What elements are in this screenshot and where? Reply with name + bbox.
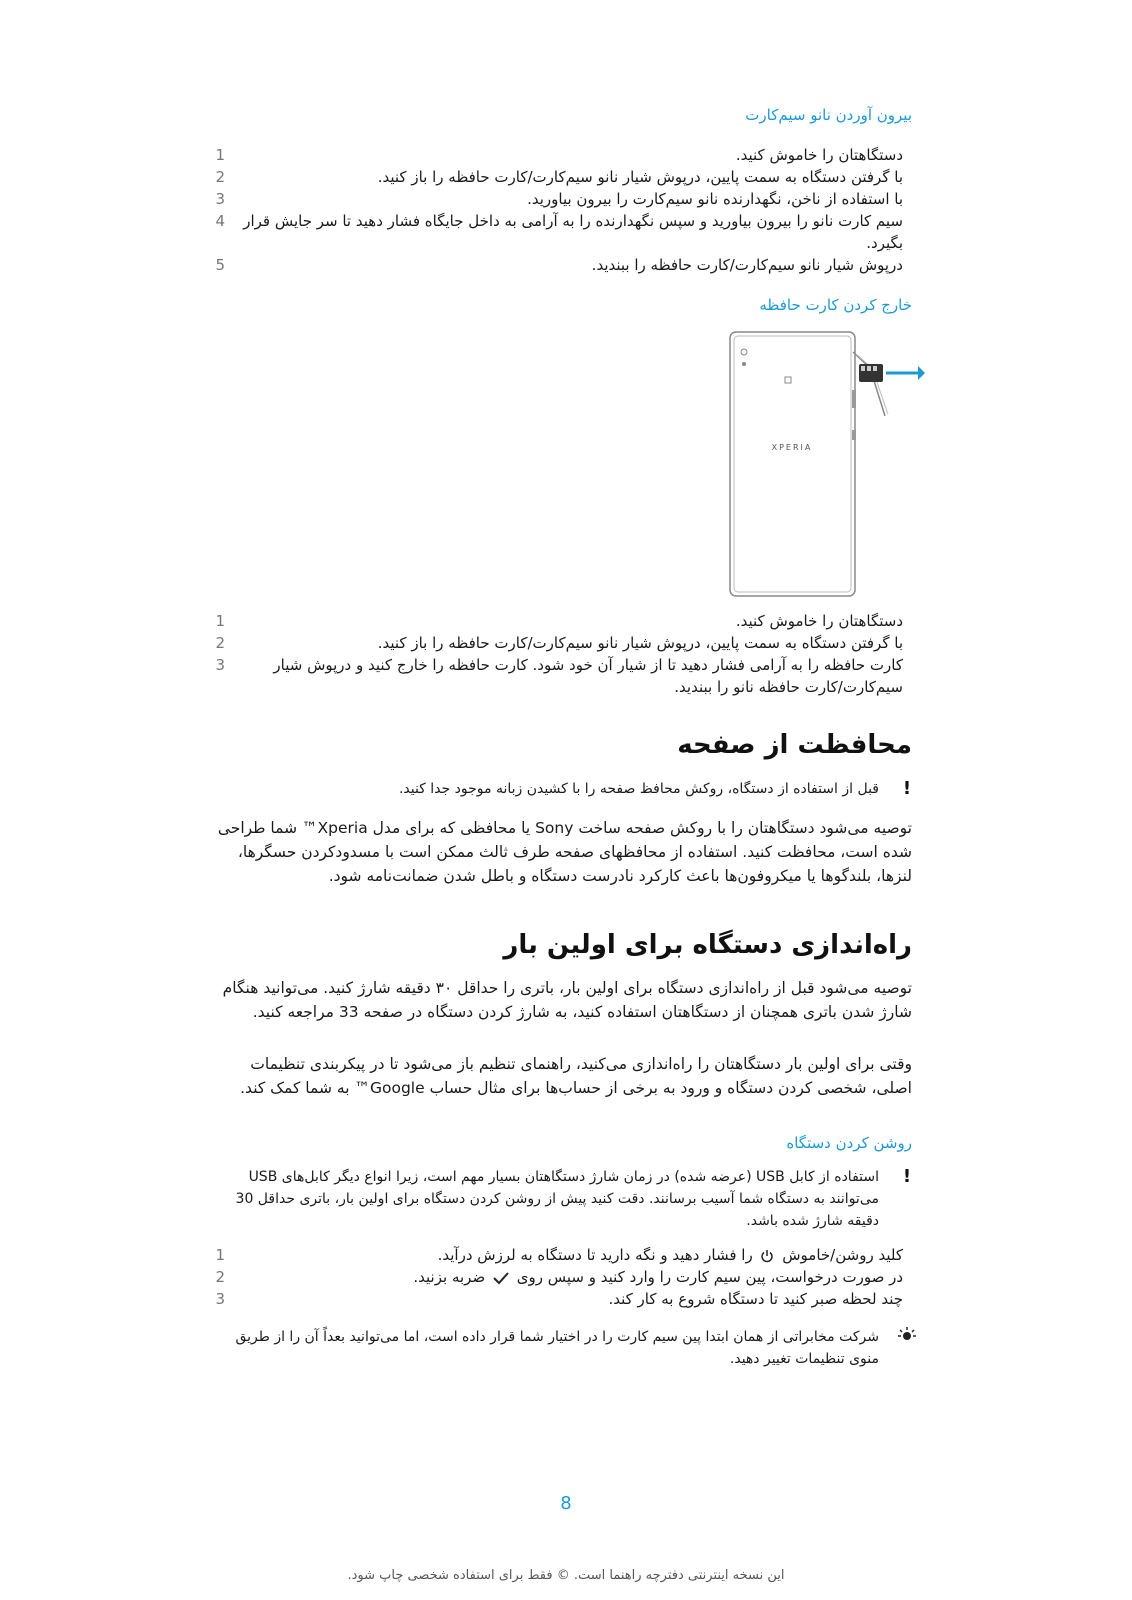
- warning-icon: !: [902, 778, 912, 799]
- step-number: 2: [215, 168, 225, 186]
- steps-remove-memory-card: [195, 610, 917, 698]
- step-text: با گرفتن دستگاه به سمت پایین، درپوش شیار نانو سیم‌کارت/کارت حافظه را باز کنید.: [377, 634, 903, 652]
- page-number: 8: [560, 1493, 572, 1514]
- step-text: کلید روشن/خاموش را فشار دهید و نگه دارید تا دستگاه به لرزش درآید.: [437, 1246, 903, 1264]
- step-text: درپوش شیار نانو سیم‌کارت/کارت حافظه را ببندید.: [591, 256, 903, 274]
- steps-turn-on: [195, 1244, 917, 1310]
- first-startup-paragraph-1: توصیه می‌شود قبل از راه‌اندازی دستگاه برای اولین بار، باتری را حداقل ۳۰ دقیقه شارژ کنید. می‌توانید هنگام شارژ شدن باتری همچنان از دستگاهتان استفاده کنید، به شارژ کردن دستگاه در صفحه 33 مراجعه کنید.: [222, 979, 912, 1021]
- step-item: [195, 144, 917, 166]
- step-text: چند لحظه صبر کنید تا دستگاه شروع به کار کند.: [608, 1290, 903, 1308]
- step-text: در صورت درخواست، پین سیم کارت را وارد کنید و سپس روی ضربه بزنید.: [413, 1268, 903, 1286]
- step-text: سیم کارت نانو را بیرون بیاورید و سپس نگهدارنده را به آرامی به داخل جایگاه فشار دهید تا سر جایش قرار بگیرد.: [243, 212, 903, 252]
- step-item: [195, 188, 917, 210]
- step-text: دستگاهتان را خاموش کنید.: [735, 612, 903, 630]
- brand-logo: XPERIA: [771, 443, 813, 452]
- step-number: 1: [215, 1246, 225, 1264]
- subheading-turn-on-device: روشن کردن دستگاه: [786, 1134, 912, 1152]
- footer-note: این نسخه اینترنتی دفترچه راهنما است. © فقط برای استفاده شخصی چاپ شود.: [347, 1568, 785, 1583]
- tip-note: [215, 1326, 917, 1370]
- step-number: 5: [215, 256, 225, 274]
- open-cover-flap: [853, 352, 885, 416]
- subheading-remove-nano-sim: بیرون آوردن نانو سیم‌کارت: [745, 106, 912, 124]
- step-number: 1: [215, 612, 225, 630]
- step-text: با گرفتن دستگاه به سمت پایین، درپوش شیار نانو سیم‌کارت/کارت حافظه را باز کنید.: [377, 168, 903, 186]
- warning-icon: !: [902, 1166, 912, 1187]
- phone-body: [730, 332, 855, 596]
- tip-text: شرکت مخابراتی از همان ابتدا پین سیم کارت را در اختیار شما قرار داده است، اما می‌توانید بعداً آن را از طریق منوی تنظیمات تغییر دهید.: [235, 1329, 879, 1367]
- step-number: 4: [215, 212, 225, 230]
- step-item: [195, 1288, 917, 1310]
- step-item: [195, 210, 917, 254]
- step-item: [195, 166, 917, 188]
- step-item: [195, 254, 917, 276]
- step-text: کارت حافظه را به آرامی فشار دهید تا از شیار آن خود شود. کارت حافظه را خارج کنید و درپوش شیار سیم‌کارت/کارت حافظه نانو را ببندید.: [273, 656, 903, 696]
- warning-text: استفاده از کابل USB (عرضه شده) در زمان شارژ دستگاهتان بسیار مهم است، زیرا انواع دیگر کابل‌های USB می‌توانند به دستگاه شما آسیب برسانند. دقت کنید پیش از روشن کردن دستگاه برای اولین بار، باتری حداقل 30 دقیقه شارژ شده باشد.: [235, 1169, 879, 1229]
- step-number: 3: [215, 1290, 225, 1308]
- step-item: [195, 1244, 917, 1266]
- heading-screen-protection: محافظت از صفحه: [677, 730, 912, 760]
- lightbulb-icon: [897, 1326, 917, 1350]
- flash-icon: [742, 362, 746, 366]
- step-number: 2: [215, 634, 225, 652]
- warning-note: [215, 778, 917, 800]
- step-number: 3: [215, 190, 225, 208]
- power-icon: [760, 1249, 774, 1263]
- step-number: 2: [215, 1268, 225, 1286]
- step-number: 3: [215, 656, 225, 674]
- step-text: دستگاهتان را خاموش کنید.: [735, 146, 903, 164]
- heading-first-startup: راه‌اندازی دستگاه برای اولین بار: [503, 930, 912, 960]
- open-cover-flap-edge: [856, 354, 888, 414]
- first-startup-paragraph-2: وقتی برای اولین بار دستگاهتان را راه‌اندازی می‌کنید، راهنمای تنظیم باز می‌شود تا در پیکربندی تنظیمات اصلی، شخصی کردن دستگاه و ورود به برخی از حساب‌ها برای مثال حساب Google™ به شما کمک کند.: [240, 1055, 912, 1097]
- warning-text: قبل از استفاده از دستگاه، روکش محافظ صفحه را با کشیدن زبانه موجود جدا کنید.: [398, 781, 879, 797]
- steps-remove-nano-sim: [195, 144, 917, 276]
- step-item: [195, 610, 917, 632]
- step-item: [195, 632, 917, 654]
- side-button: [852, 430, 856, 440]
- side-button: [852, 390, 856, 408]
- step-text: با استفاده از ناخن، نگهدارنده نانو سیم‌کارت را بیرون بیاورید.: [527, 190, 903, 208]
- arrow-head-icon: [918, 366, 925, 380]
- subheading-remove-memory-card: خارج کردن کارت حافظه: [759, 296, 912, 314]
- step-item: [195, 1266, 917, 1288]
- step-number: 1: [215, 146, 225, 164]
- checkmark-icon: [493, 1271, 509, 1285]
- screen-protection-paragraph: توصیه می‌شود دستگاهتان را با روکش صفحه ساخت Sony یا محافظی که برای مدل Xperia™ شما طراحی شده است، محافظت کنید. استفاده از محافظهای صفحه طرف ثالث ممکن است با مسدودکردن حسگرها، لنزها، بلندگوها یا میکروفون‌ها باعث کارکرد نادرست دستگاه و باطل شدن ضمانت‌نامه شود.: [217, 819, 912, 885]
- step-item: [195, 654, 917, 698]
- warning-note: [215, 1166, 917, 1232]
- phone-illustration: [720, 330, 925, 600]
